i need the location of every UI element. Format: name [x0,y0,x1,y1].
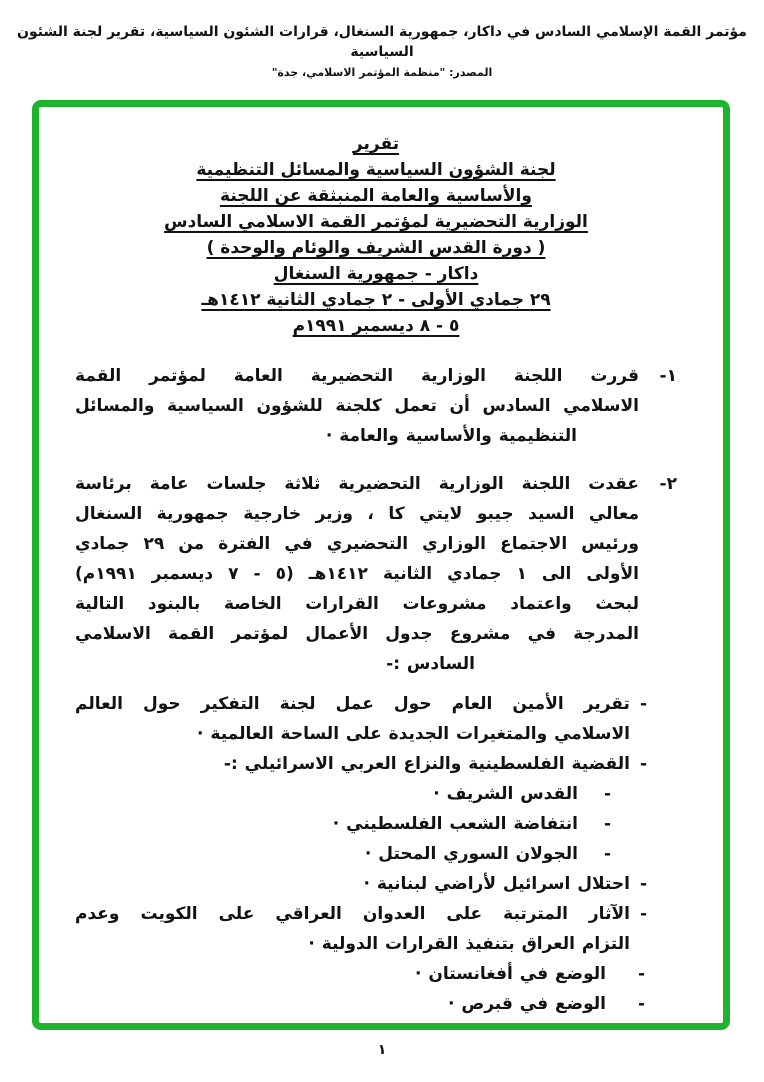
list-item-text [75,989,606,1019]
agenda-list [75,689,677,1019]
title-line-text: ( دورة القدس الشريف والوئام والوحدة ) [206,238,546,258]
list-item-line: القضية الفلسطينية والنزاع العربي الاسرائيلي :- [223,754,630,774]
list-item-text [75,869,630,899]
list-item [75,899,647,959]
list-item-line: الآثار المترتبة على العدوان العراقي على الكويت وعدم [75,904,630,924]
list-item-line: انتفاضة الشعب الفلسطيني · [332,814,578,834]
paragraph-number: ٢- [659,474,677,494]
title-line [75,131,677,157]
document-content [39,107,723,1023]
title-block [75,121,677,339]
paragraph-line: الاسلامي السادس أن تعمل كلجنة للشؤون السياسية والمسائل [75,396,639,416]
title-line [75,209,677,235]
paragraph-line: ورئيس الاجتماع الوزاري التحضيري في الفترة من ٢٩ جمادي [75,534,639,554]
list-item-line: الوضع في أفغانستان · [415,964,606,984]
paragraph-line: قررت اللجنة الوزارية التحضيرية العامة لمؤتمر القمة [75,366,639,386]
list-item-line: الوضع في قبرص · [447,994,606,1014]
title-line-text: داكار - جمهورية السنغال [273,264,479,284]
title-line [75,313,677,339]
paragraph-text [75,361,639,451]
paragraph-line: لبحث واعتماد مشروعات القرارات الخاصة بالبنود التالية [75,594,639,614]
numbered-paragraph [75,469,677,679]
list-item-line: تقرير الأمين العام حول عمل لجنة التفكير حول العالم [75,694,630,714]
dash-bullet: - [637,964,645,984]
paragraph-line: معالي السيد جيبو لايتي كا ، وزير خارجية جمهورية السنغال [75,504,639,524]
list-item [75,689,647,749]
list-item-line: الاسلامي والمتغيرات الجديدة على الساحة العالمية · [197,724,630,744]
list-item-text [75,809,578,839]
numbered-paragraph [75,361,677,451]
list-item-line: احتلال اسرائيل لأراضي لبنانية · [363,874,630,894]
title-line-text: ٢٩ جمادي الأولى - ٢ جمادي الثانية ١٤١٢هـ [201,290,551,310]
page-number: ١ [377,1042,387,1058]
list-item-text [75,839,578,869]
list-item [75,989,645,1019]
list-item-text [75,779,578,809]
paragraph-line: السادس :- [386,654,475,674]
list-item-text [75,899,630,959]
title-line-text: ٥ - ٨ ديسمبر ١٩٩١م [292,316,460,336]
paragraphs-container [75,361,677,679]
title-line [75,287,677,313]
dash-bullet: - [637,994,645,1014]
dash-bullet: - [639,904,647,924]
paragraph-line: الأولى الى ١ جمادي الثانية ١٤١٢هـ (٥ - ٧ ديسمبر ١٩٩١م) [75,564,639,584]
paragraph-text [75,469,639,679]
title-line-text: تقرير [352,134,400,154]
list-item-text [75,749,630,779]
title-line [75,157,677,183]
dash-bullet: - [639,874,647,894]
dash-bullet: - [603,844,611,864]
caption-title: مؤتمر القمة الإسلامي السادس في داكار، جمهورية السنغال، قرارات الشئون السياسية، تقرير لجنة الشئون السياسية [17,24,747,60]
title-line-text: الوزارية التحضيرية لمؤتمر القمة الاسلامي السادس [164,212,588,232]
dash-bullet: - [603,814,611,834]
paragraph-line: المدرجة في مشروع جدول الأعمال لمؤتمر القمة الاسلامي [75,624,639,644]
title-line [75,261,677,287]
dash-bullet: - [639,754,647,774]
paragraph-line: عقدت اللجنة الوزارية التحضيرية ثلاثة جلسات عامة برئاسة [75,474,639,494]
list-item [75,779,611,809]
dash-bullet: - [603,784,611,804]
list-item [75,749,647,779]
title-line-text: لجنة الشؤون السياسية والمسائل التنظيمية [196,160,556,180]
document-caption [0,22,764,81]
list-item-text [75,689,630,749]
list-item-line: الجولان السوري المحتل · [364,844,578,864]
title-line [75,235,677,261]
dash-bullet: - [639,694,647,714]
list-item-text [75,959,606,989]
paragraph-number: ١- [659,366,677,386]
paragraph-line: التنظيمية والأساسية والعامة · [325,426,577,446]
document-frame [32,100,730,1030]
caption-source: المصدر: "منظمة المؤتمر الاسلامي، جدة" [271,66,493,79]
title-line [75,183,677,209]
list-item [75,869,647,899]
title-line-text: والأساسية والعامة المنبثقة عن اللجنة [220,186,532,206]
list-item [75,959,645,989]
list-item [75,809,611,839]
list-item-line: التزام العراق بتنفيذ القرارات الدولية · [308,934,630,954]
list-item [75,839,611,869]
list-item-line: القدس الشريف · [433,784,578,804]
